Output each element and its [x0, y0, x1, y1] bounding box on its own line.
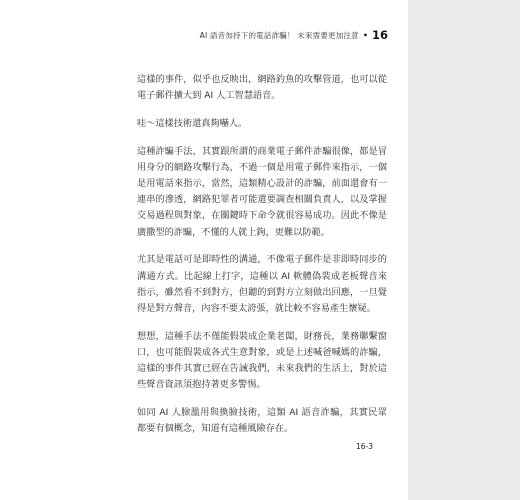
chapter-number: 16: [371, 28, 388, 42]
header-separator-dot: •: [362, 30, 368, 40]
paragraph: 哇～這樣技術還真夠嚇人。: [137, 117, 248, 129]
body-text: [137, 72, 387, 449]
paragraph: 這種詐騙手法，其實跟所謂的商業電子郵件詐騙很像，都是冒用身分的網路攻擊行為，不過一個是用電子郵件來指示，一個是用電話來指示，當然，這類精心設計的詐騙，前面還會有一連串的滲透，網路犯罪者可能還要調查相關負責人，以及掌握交易過程與對象，在關鍵時下命令就很容易成功。因此不像是廣撒型的詐騙，不懂的人就上鉤，更難以防範。: [137, 145, 387, 238]
chapter-title: AI 語音加持下的電話詐騙！ 未來需要更加注意: [199, 30, 359, 40]
paragraph: 這樣的事件，似乎也反映出，網路釣魚的攻擊管道，也可以從電子郵件擴大到 AI 人工智慧語音。: [137, 74, 387, 102]
paragraph: 如同 AI 人臉濫用與換臉技術，這類 AI 語音詐騙，其實民眾都要有個概念，知道有這種風險存在。: [137, 406, 387, 435]
paragraph: 尤其是電話可是即時性的溝通，不像電子郵件是非即時同步的溝通方式。比起線上打字，這種以 AI 軟體偽裝成老板聲音來指示，雖然看不到對方，但聽的到對方立刻做出回應，一旦覺得是對方聲音，內容不要太誇張，就比較不容易產生懷疑。: [137, 254, 387, 314]
page-number: 16-3: [356, 442, 374, 451]
paragraph: 想想，這種手法不僅能假裝成企業老闆，財務長，業務聯繫窗口，也可能假裝成各式生意對象，或是上述喊爸喊媽的詐騙，這樣的事件其實已經在告誡我們，未來我們的生活上，對於這些聲音資訊須抱持著更多警惕。: [137, 330, 387, 391]
side-margin-tab: [408, 0, 520, 500]
running-header: [200, 27, 388, 43]
